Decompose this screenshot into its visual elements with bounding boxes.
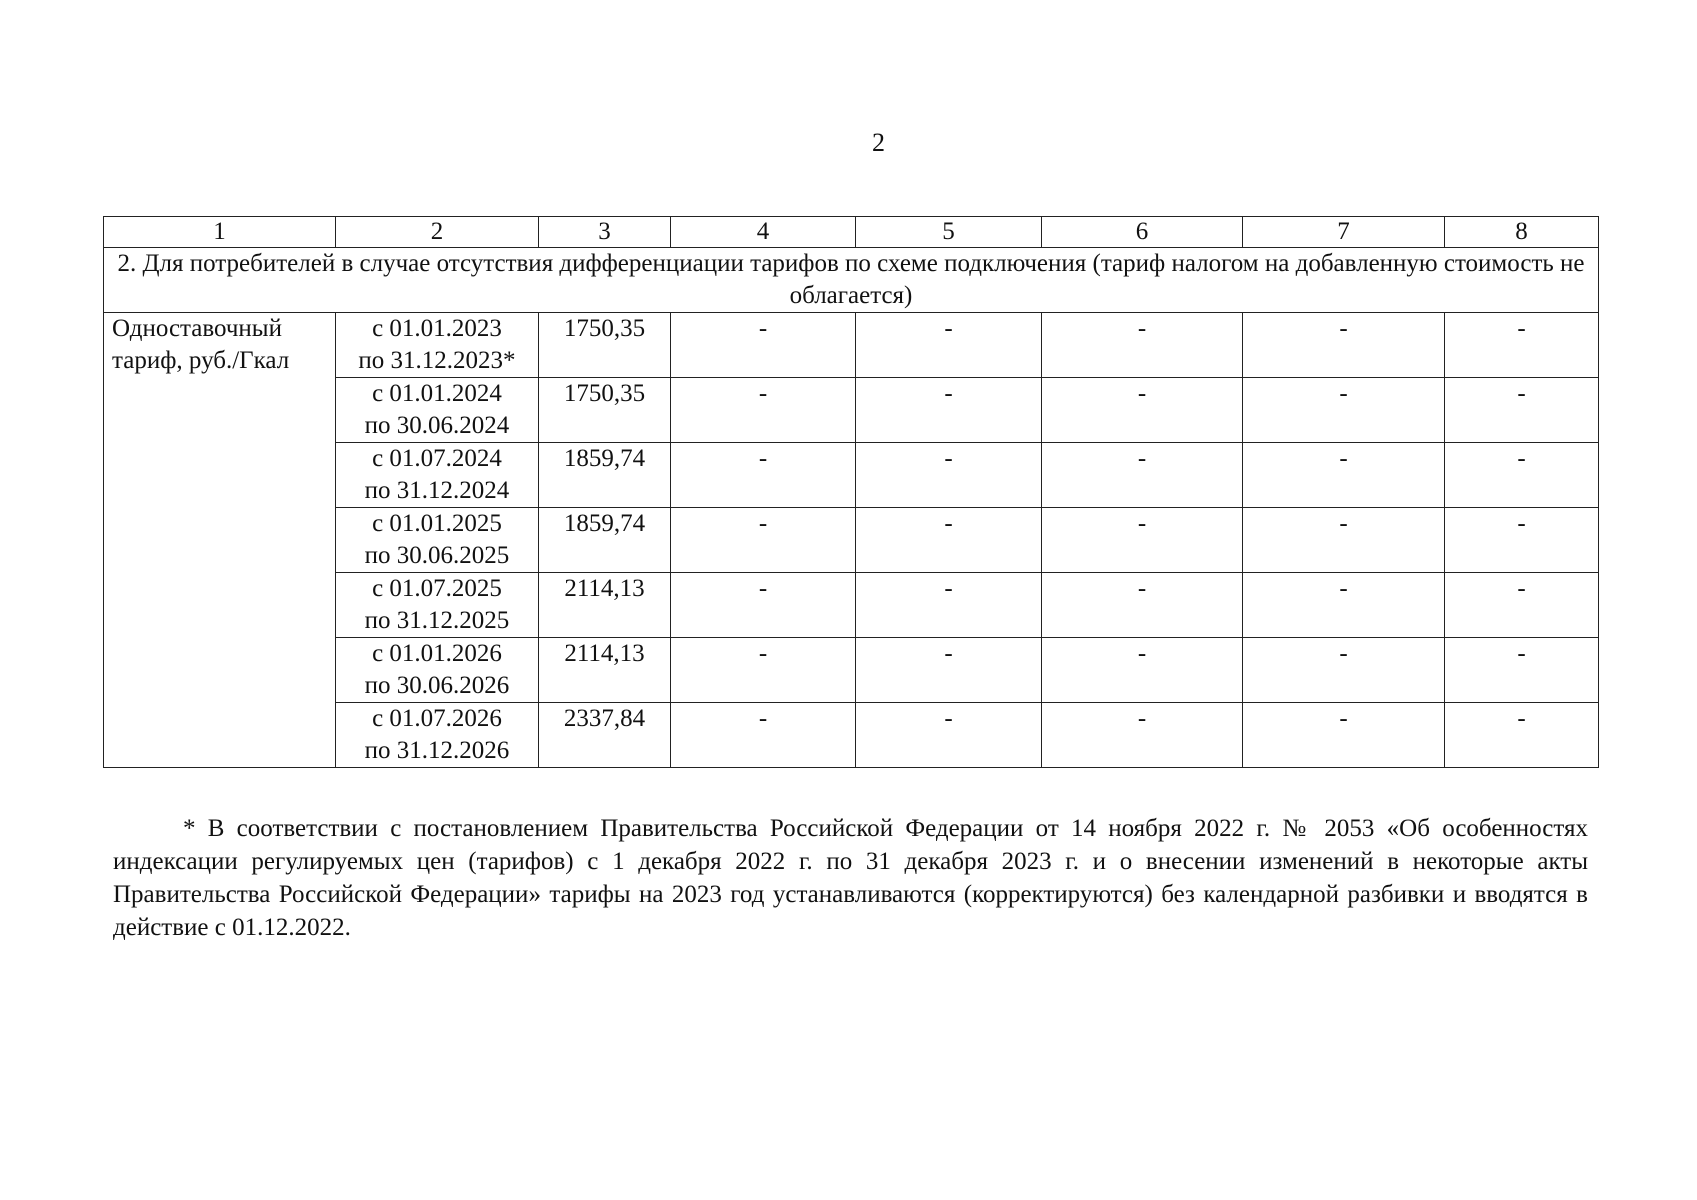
period-cell [336, 573, 539, 638]
period-cell [336, 443, 539, 508]
tariff-value-cell: 1750,35 [539, 378, 671, 443]
period-to: по 31.12.2023* [358, 347, 516, 374]
section-title-row [104, 248, 1599, 313]
period-from: с 01.07.2026 [372, 705, 502, 732]
period-cell [336, 313, 539, 378]
section-title: 2. Для потребителей в случае отсутствия дифференциации тарифов по схеме подключения (тариф налогом на добавленную стоимость не облагается) [104, 248, 1599, 313]
empty-value-cell: - [1243, 313, 1445, 378]
column-number-cell: 6 [1042, 217, 1243, 248]
empty-value-cell: - [1042, 378, 1243, 443]
empty-value-cell: - [1445, 508, 1599, 573]
period-from: с 01.07.2024 [372, 445, 502, 472]
tariff-name-cell: Одноставочный тариф, руб./Гкал [104, 313, 336, 768]
empty-value-cell: - [671, 313, 856, 378]
column-number-cell: 1 [104, 217, 336, 248]
empty-value-cell: - [1042, 573, 1243, 638]
period-cell [336, 508, 539, 573]
empty-value-cell: - [856, 638, 1042, 703]
empty-value-cell: - [856, 703, 1042, 768]
column-number-row [104, 217, 1599, 248]
period-from: с 01.01.2024 [372, 380, 502, 407]
empty-value-cell: - [671, 638, 856, 703]
tariff-value-cell: 1750,35 [539, 313, 671, 378]
empty-value-cell: - [1042, 443, 1243, 508]
column-number-cell: 7 [1243, 217, 1445, 248]
tariff-table [103, 216, 1599, 768]
period-from: с 01.01.2023 [372, 315, 502, 342]
empty-value-cell: - [856, 573, 1042, 638]
empty-value-cell: - [671, 378, 856, 443]
page-number: 2 [872, 128, 885, 157]
period-from: с 01.01.2025 [372, 510, 502, 537]
tariff-value-cell: 1859,74 [539, 508, 671, 573]
empty-value-cell: - [1445, 703, 1599, 768]
tariff-row [104, 313, 1599, 378]
tariff-value-cell: 2114,13 [539, 638, 671, 703]
tariff-value-cell: 2114,13 [539, 573, 671, 638]
empty-value-cell: - [1042, 313, 1243, 378]
period-cell [336, 638, 539, 703]
footnote: * В соответствии с постановлением Правительства Российской Федерации от 14 ноября 2022 г. № 2053 «Об особенностях индексации регулируемых цен (тарифов) с 1 декабря 2022 г. по 31 декабря 2023 г. и о внесении изменений в некоторые акты Правительства Российской Федерации» тарифы на 2023 год устанавливаются (корректируются) без календарной разбивки и вводятся в действие с 01.12.2022. [113, 815, 1588, 941]
period-to: по 31.12.2025 [364, 607, 510, 634]
empty-value-cell: - [1042, 508, 1243, 573]
period-from: с 01.07.2025 [372, 575, 502, 602]
empty-value-cell: - [1042, 638, 1243, 703]
tariff-value-cell: 1859,74 [539, 443, 671, 508]
empty-value-cell: - [1445, 638, 1599, 703]
empty-value-cell: - [671, 443, 856, 508]
empty-value-cell: - [1243, 508, 1445, 573]
column-number-cell: 2 [336, 217, 539, 248]
empty-value-cell: - [856, 443, 1042, 508]
empty-value-cell: - [1243, 443, 1445, 508]
empty-value-cell: - [1445, 443, 1599, 508]
empty-value-cell: - [1243, 573, 1445, 638]
empty-value-cell: - [1445, 378, 1599, 443]
empty-value-cell: - [671, 508, 856, 573]
period-to: по 30.06.2025 [364, 542, 510, 569]
column-number-cell: 5 [856, 217, 1042, 248]
period-cell [336, 703, 539, 768]
period-from: с 01.01.2026 [372, 640, 502, 667]
period-to: по 31.12.2024 [364, 477, 510, 504]
empty-value-cell: - [1445, 313, 1599, 378]
empty-value-cell: - [1243, 638, 1445, 703]
empty-value-cell: - [1042, 703, 1243, 768]
period-cell [336, 378, 539, 443]
column-number-cell: 3 [539, 217, 671, 248]
period-to: по 30.06.2026 [364, 672, 510, 699]
empty-value-cell: - [1243, 703, 1445, 768]
period-to: по 30.06.2024 [364, 412, 510, 439]
empty-value-cell: - [856, 508, 1042, 573]
empty-value-cell: - [671, 573, 856, 638]
empty-value-cell: - [671, 703, 856, 768]
empty-value-cell: - [856, 313, 1042, 378]
empty-value-cell: - [856, 378, 1042, 443]
column-number-cell: 4 [671, 217, 856, 248]
period-to: по 31.12.2026 [364, 737, 510, 764]
empty-value-cell: - [1445, 573, 1599, 638]
tariff-value-cell: 2337,84 [539, 703, 671, 768]
empty-value-cell: - [1243, 378, 1445, 443]
tariff-table-body [104, 217, 1599, 768]
column-number-cell: 8 [1445, 217, 1599, 248]
